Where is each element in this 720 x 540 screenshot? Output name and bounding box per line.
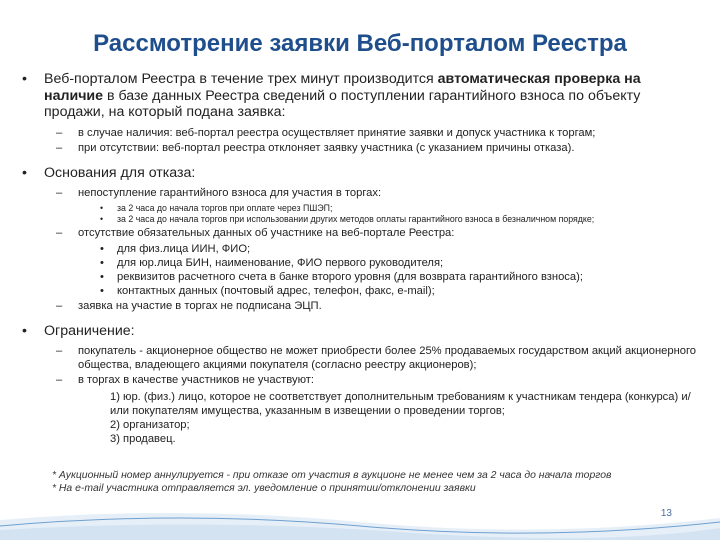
bullet-restriction <box>22 323 702 340</box>
sub-item <box>22 300 702 314</box>
bullet-text: Основания для отказа: <box>44 164 196 181</box>
bullet-dot-icon: • <box>100 285 104 297</box>
sub-item <box>22 127 702 141</box>
sub-sub-item-text: для юр.лица БИН, наименование, ФИО первого руководителя; <box>117 257 444 269</box>
dash-icon: – <box>56 226 63 239</box>
sub-sub-item-text: за 2 часа до начала торгов при использовании других методов оплаты гарантийного взноса в безналичном порядке; <box>117 213 595 224</box>
dash-icon: – <box>56 374 63 386</box>
sub-item-text: непоступление гарантийного взноса для участия в торгах: <box>78 187 382 199</box>
bullet-auto-check <box>22 71 702 121</box>
sub-item-text: в случае наличия: веб-портал реестра осуществляет принятие заявки и допуск участника к торгам; <box>78 126 596 139</box>
bullet-dot-icon: • <box>22 164 27 181</box>
sub-sub-item-text: за 2 часа до начала торгов при оплате через ПШЭП; <box>117 202 333 213</box>
numbered-item: 1) юр. (физ.) лицо, которое не соответствует дополнительным требованиям к участникам тендера (конкурса) и/или покупателям имущества, указанным в извещении о проведении торгов; <box>110 390 691 417</box>
sub-item-text: при отсутствии: веб-портал реестра отклоняет заявку участника (с указанием причины отказа). <box>78 142 575 154</box>
dash-icon: – <box>56 345 63 357</box>
bullet-dot-icon: • <box>100 243 104 255</box>
dash-icon: – <box>56 300 63 312</box>
sub-sub-item-text: для физ.лица ИИН, ФИО; <box>117 243 251 255</box>
dash-icon: – <box>56 126 63 139</box>
sub-sub-item-text: реквизитов расчетного счета в банке второго уровня (для возврата гарантийного взноса); <box>117 271 583 283</box>
sub-item-text: покупатель - акционерное общество не может приобрести более 25% продаваемых государством акций акционерного общества, владеющего акциями покупателя (согласно реестру акционеров); <box>78 345 697 371</box>
sub-sub-item <box>22 256 702 270</box>
sub-sub-item <box>22 270 702 284</box>
footnotes <box>52 470 611 495</box>
sub-sub-item <box>22 284 702 298</box>
footer-wave-decoration <box>0 500 720 540</box>
bullet-dot-icon: • <box>100 213 104 224</box>
bullet-text: Ограничение: <box>44 322 135 339</box>
slide-title: Рассмотрение заявки Веб-порталом Реестра <box>93 30 627 57</box>
bullet-dot-icon: • <box>100 202 104 213</box>
sub-item-text: заявка на участие в торгах не подписана ЭЦП. <box>78 300 322 312</box>
slide-content <box>22 71 702 446</box>
sub-item <box>22 142 702 156</box>
page-number: 13 <box>660 508 672 519</box>
bullet-dot-icon: • <box>22 71 27 87</box>
sub-item-text: в торгах в качестве участников не участвуют: <box>78 374 314 386</box>
sub-sub-item <box>22 214 702 225</box>
sub-item <box>22 345 702 372</box>
bullet-text: Веб-порталом Реестра в течение трех минут производится <box>44 71 438 87</box>
footnote: * Аукционный номер аннулируется - при отказе от участия в аукционе не менее чем за 2 часа до начала торгов <box>52 470 612 481</box>
bullet-dot-icon: • <box>22 322 27 339</box>
bullet-dot-icon: • <box>100 257 104 269</box>
numbered-item: 3) продавец. <box>110 432 176 445</box>
bullet-text: в базе данных Реестра сведений о поступлении гарантийного взноса по объекту продажи, на который подана заявка: <box>44 87 641 120</box>
dash-icon: – <box>56 142 63 154</box>
bullet-dot-icon: • <box>100 271 104 283</box>
dash-icon: – <box>56 187 63 199</box>
sub-sub-item-text: контактных данных (почтовый адрес, телефон, факс, e-mail); <box>117 285 435 297</box>
sub-item-text: отсутствие обязательных данных об участнике на веб-портале Реестра: <box>78 226 455 239</box>
numbered-item: 2) организатор; <box>110 418 190 431</box>
sub-item <box>22 187 702 201</box>
footnote: * На e-mail участника отправляется эл. уведомление о принятии/отклонении заявки <box>52 482 476 494</box>
sub-item <box>22 227 702 241</box>
sub-sub-item <box>22 203 702 214</box>
bullet-refusal-grounds <box>22 165 702 182</box>
sub-item <box>22 374 702 388</box>
bullet-bold-text: автоматическая проверка на наличие <box>44 71 641 104</box>
sub-sub-item <box>22 242 702 256</box>
